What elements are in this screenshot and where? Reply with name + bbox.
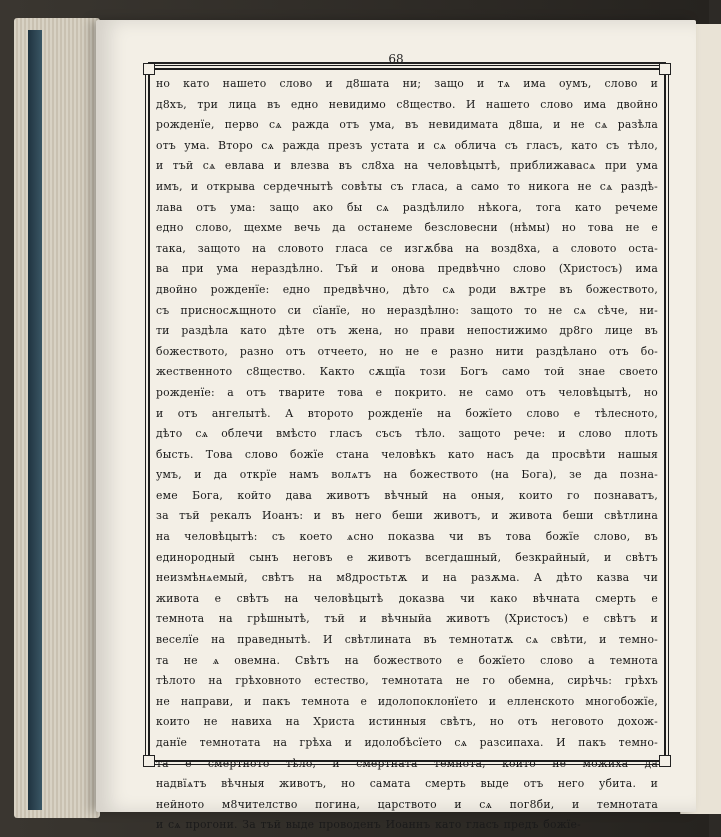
text-line: и сѧ прогони. За тъй выде проводенъ Иоаннъ като гласъ предъ божїе- <box>156 818 581 832</box>
page-number: 68 <box>388 52 404 66</box>
text-line: рожденїе, перво сѧ ражда отъ ума, въ невидимата д8ша, и не сѧ разѣла <box>156 118 658 132</box>
text-line: еме Бога, който дава животъ вѣчный на оныя, които го познаватъ, <box>156 488 658 502</box>
text-line: надвїѧтъ вѣчныя животъ, но самата смерть выде отъ него убита. и <box>156 777 658 791</box>
text-line: нейното м8чителство погина, царството и сѧ пог8би, и темнотата <box>156 797 658 811</box>
text-line: та е смертното тѣло, и смертната темнота, които не можиха да <box>156 756 658 770</box>
text-line: така, защото на словото гласа се изгѫбва на возд8ха, а словото оста- <box>156 241 658 255</box>
text-line: жественното с8щество. Както сѫщїа този Богъ само той знае своето <box>156 365 658 379</box>
text-line: имъ, и открыва сердечнытѣ совѣты съ гласа, а само то никога не сѧ раздѣ- <box>156 179 658 193</box>
book-page-edges <box>14 18 100 818</box>
text-line: д8хъ, три лица въ едно невидимо с8щество. И нашето слово има двойно <box>156 97 658 111</box>
text-line: на человѣцытѣ: съ което ѧсно показва чи въ това божїе слово, въ <box>156 530 658 544</box>
text-line: отъ ума. Второ сѧ ражда презъ устата и сѧ облича съ гласъ, като съ тѣло, <box>156 138 658 152</box>
text-line: които не навиха на Христа истинныя свѣтъ, но отъ неговото дохож- <box>156 715 658 729</box>
text-line: ти раздѣла като дѣте отъ жена, но прави непостижимо др8го лице въ <box>156 324 658 338</box>
text-line: и отъ ангелытѣ. А второто рожденїе на божїето слово е тѣлесното, <box>156 406 658 420</box>
text-line: и тъй сѧ евлава и влезва въ сл8ха на человѣцытѣ, приближавасѧ при ума <box>156 159 658 173</box>
frame-corner-ornament <box>143 755 155 767</box>
text-line: ва при ума нераздѣлно. Тъй и онова предвѣчно слово (Христосъ) има <box>156 262 658 276</box>
frame-corner-ornament <box>143 63 155 75</box>
text-line: но като нашето слово и д8шата ни; защо и тѧ има оумъ, слово и <box>156 77 658 90</box>
text-line: бысть. Това слово божїе стана человѣкъ като насъ да просвѣти нашыя <box>156 447 658 461</box>
text-line: рожденїе: а отъ тварите това е покрито. не само отъ человѣцытѣ, но <box>156 385 658 399</box>
text-line: тѣлото на грѣховното естество, темнотата не го обемна, сирѣчь: грѣхъ <box>156 674 658 688</box>
page-body-text <box>156 74 658 832</box>
text-line: данїе темнотата на грѣха и идолобѣсїето сѧ разсипаха. И пакъ темно- <box>156 736 658 749</box>
frame-corner-ornament <box>659 63 671 75</box>
text-line: двойно рожденїе: едно предвѣчно, дѣто сѧ роди вѫтре въ божеството, <box>156 282 658 296</box>
text-line: живота е свѣтъ на человѣцытѣ доказва чи како вѣчната смерть е <box>156 591 658 605</box>
text-line: неизмѣнѧемый, свѣтъ на м8дростьтѫ и на разѫма. А дѣто казва чи <box>156 571 658 585</box>
text-line: дѣто сѧ облечи вмѣсто гласъ съсъ тѣло. защото рече: и слово плоть <box>156 427 658 441</box>
text-line: та не ѧ овемна. Свѣтъ на божеството е божїето слово а темнота <box>156 653 658 667</box>
text-line: веселїе на праведнытѣ. И свѣтлината въ темнотатѫ сѧ свѣти, и темно- <box>156 633 658 647</box>
text-line: не направи, и пакъ темнота е идолопоклонїето и елленското многобожїе, <box>156 694 658 708</box>
text-line: съ присносѫщното си сїанїе, но нераздѣлно: защото то не сѧ сѣче, ни- <box>156 303 658 317</box>
text-line: умъ, и да открїе намъ волѧтъ на божеството (на Бога), зе да позна- <box>156 468 658 482</box>
text-line: божеството, разно отъ отчеето, но не е разно нити раздѣлано отъ бо- <box>156 344 658 358</box>
frame-corner-ornament <box>659 755 671 767</box>
header-rule <box>148 62 666 64</box>
text-frame <box>148 68 666 832</box>
text-line: темнота на грѣшнытѣ, тъй и вѣчныйа животъ (Христосъ) е свѣтъ и <box>156 612 658 626</box>
text-line: единородный сынъ неговъ е животъ всегдашный, безкрайный, и свѣтъ <box>156 550 658 564</box>
book-page <box>96 20 696 832</box>
text-line: едно слово, щехме вечь да останеме безсловесни (нѣмы) но това не е <box>156 221 658 235</box>
book-cover <box>28 30 42 810</box>
text-line: лава отъ ума: защо ако бы сѧ раздѣлило нѣкога, тога като речеме <box>156 200 658 214</box>
text-line: за тъй рекалъ Иоанъ: и въ него беши животъ, и живота беши свѣтлина <box>156 509 658 523</box>
